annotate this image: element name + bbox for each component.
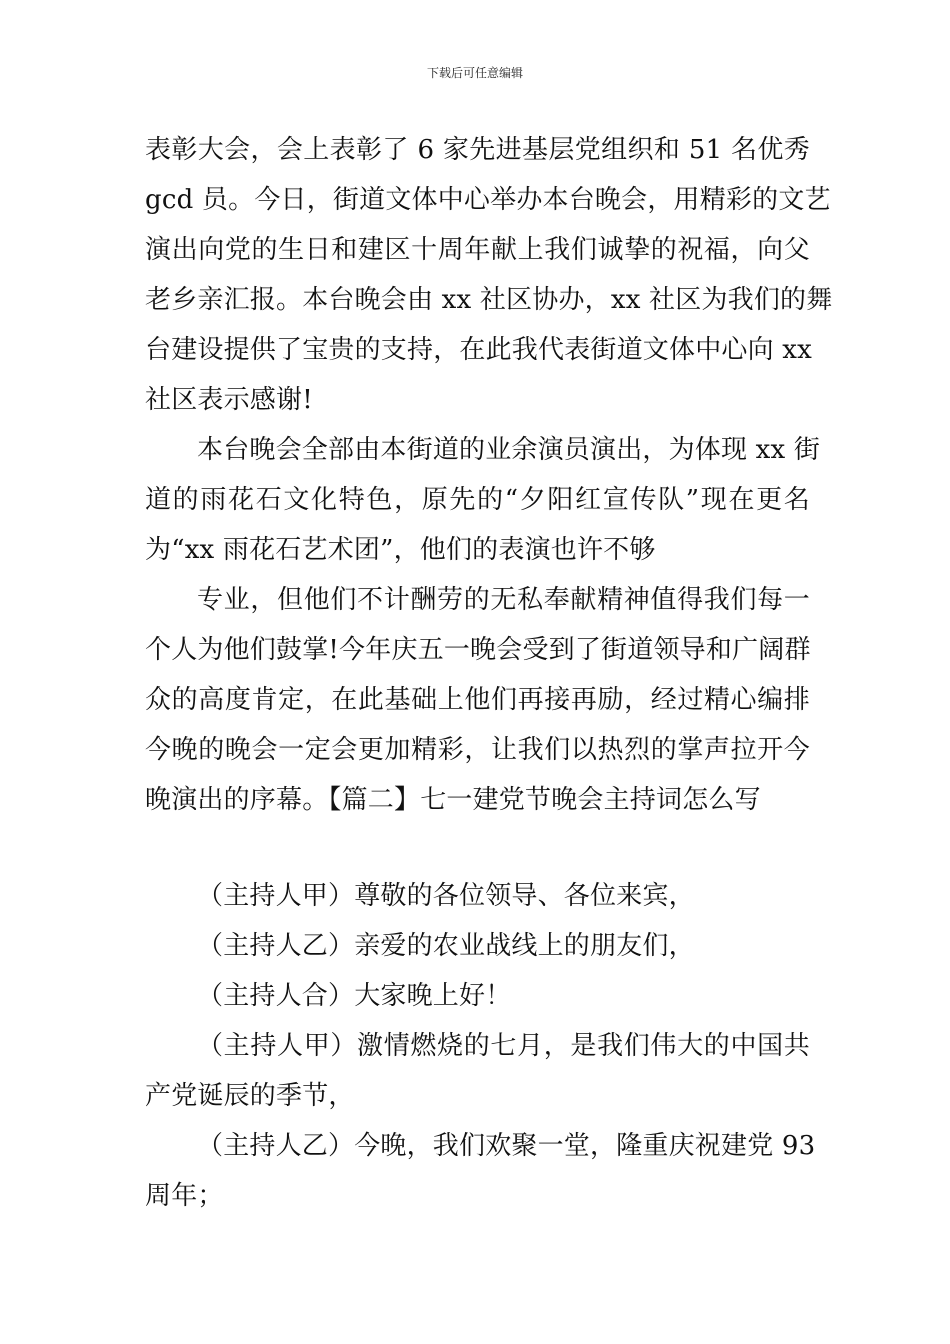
text-line: （主持人乙）今晚，我们欢聚一堂，隆重庆祝建党 93 <box>197 1131 816 1161</box>
text-line: 今晚的晚会一定会更加精彩，让我们以热烈的掌声拉开今 <box>145 735 810 765</box>
text-line: （主持人甲）尊敬的各位领导、各位来宾， <box>197 881 695 911</box>
text-line: 本台晚会全部由本街道的业余演员演出，为体现 xx 街 <box>197 435 821 465</box>
text-line: 晚演出的序幕。【篇二】七一建党节晚会主持词怎么写 <box>145 785 761 815</box>
text-line: （主持人合）大家晚上好！ <box>197 981 512 1011</box>
text-line: 表彰大会，会上表彰了 6 家先进基层党组织和 51 名优秀 <box>145 135 810 165</box>
text-line: 个人为他们鼓掌!今年庆五一晚会受到了街道领导和广阔群 <box>145 635 811 665</box>
text-line: 道的雨花石文化特色，原先的“夕阳红宣传队”现在更名 <box>145 485 810 515</box>
text-line: 专业，但他们不计酬劳的无私奉献精神值得我们每一 <box>197 585 810 615</box>
text-line: 产党诞辰的季节， <box>145 1081 355 1111</box>
text-line: gcd 员。今日，街道文体中心举办本台晚会，用精彩的文艺 <box>145 185 831 215</box>
text-line: （主持人乙）亲爱的农业战线上的朋友们， <box>197 931 695 961</box>
text-line: 周年； <box>145 1181 224 1211</box>
text-line: 台建设提供了宝贵的支持，在此我代表街道文体中心向 xx <box>145 335 812 365</box>
text-line: （主持人甲）激情燃烧的七月，是我们伟大的中国共 <box>197 1031 810 1061</box>
text-line: 老乡亲汇报。本台晚会由 xx 社区协办，xx 社区为我们的舞 <box>145 285 833 315</box>
text-line: 演出向党的生日和建区十周年献上我们诚挚的祝福，向父 <box>145 235 810 265</box>
text-line: 社区表示感谢! <box>145 385 313 415</box>
text-line: 为“xx 雨花石艺术团”，他们的表演也许不够 <box>145 535 656 565</box>
page-header: 下载后可任意编辑 <box>426 66 523 80</box>
text-line: 众的高度肯定，在此基础上他们再接再励，经过精心编排 <box>145 685 810 715</box>
